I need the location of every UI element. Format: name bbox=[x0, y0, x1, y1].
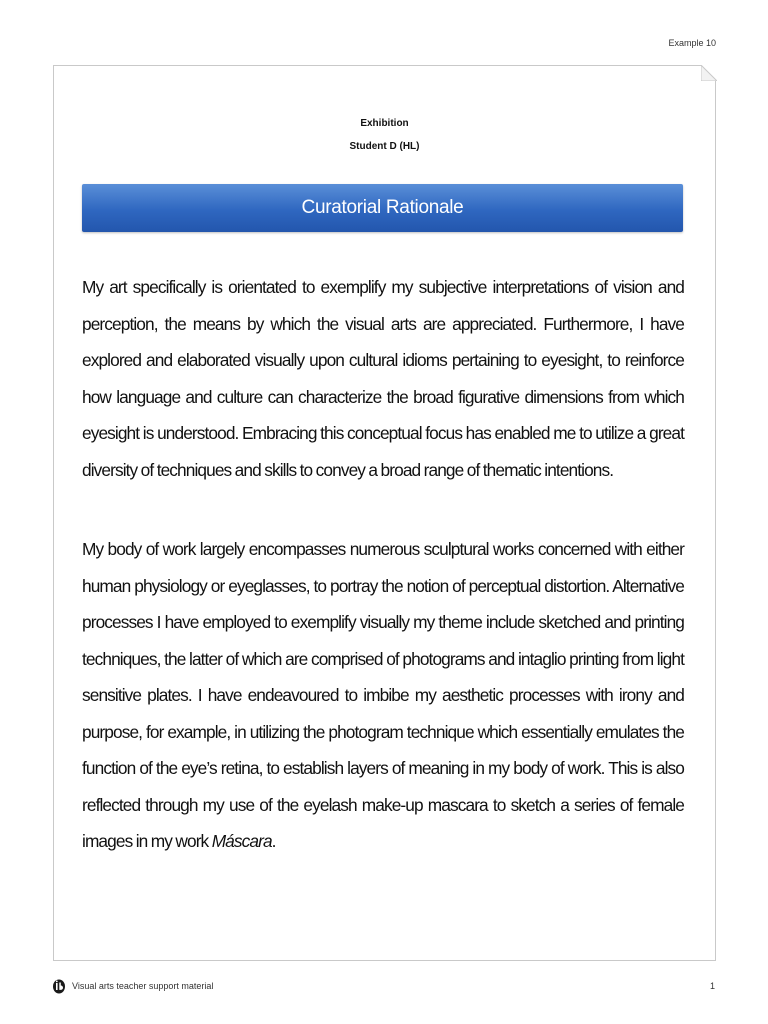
curatorial-rationale-banner: Curatorial Rationale bbox=[82, 184, 683, 232]
page-fold-corner bbox=[701, 65, 717, 81]
work-title-mascara: Máscara bbox=[211, 831, 272, 851]
exhibition-heading: Exhibition bbox=[360, 118, 409, 129]
paragraph-2-main-text: My body of work largely encompasses numerous sculptural works concerned with either human physiology or eyeglasses, to portray the notion of perceptual distortion. Alternative processes I have employed to exemplify visually my theme include sketched and printing techniques, the latter of which are comprised of photograms and intaglio printing from light sensitive plates. I have endeavoured to imbibe my aesthetic processes with irony and purpose, for example, in utilizing the photogram technique which essentially emulates the function of the eye’s retina, to establish layers of meaning in my body of work. This is also reflected through my use of the eyelash make-up mascara to sketch a series of female images in my work bbox=[82, 539, 684, 851]
rationale-paragraph-1: My art specifically is orientated to exemplify my subjective interpretations of vision and perception, the means by which the visual arts are appreciated. Furthermore, I have explored and elaborated visually upon cultural idioms pertaining to eyesight, to reinforce how language and culture can characterize the broad figurative dimensions from which eyesight is understood. Embracing this conceptual focus has enabled me to utilize a great diversity of techniques and skills to convey a broad range of thematic intentions. bbox=[82, 277, 684, 480]
footer-text: Visual arts teacher support material bbox=[72, 981, 214, 991]
ib-logo-icon bbox=[52, 978, 66, 994]
rationale-paragraph-2 bbox=[82, 531, 684, 860]
page-number: 1 bbox=[709, 981, 715, 991]
student-heading: Student D (HL) bbox=[349, 141, 420, 152]
paragraph-2-end: . bbox=[271, 831, 276, 851]
example-label: Example 10 bbox=[668, 38, 716, 48]
